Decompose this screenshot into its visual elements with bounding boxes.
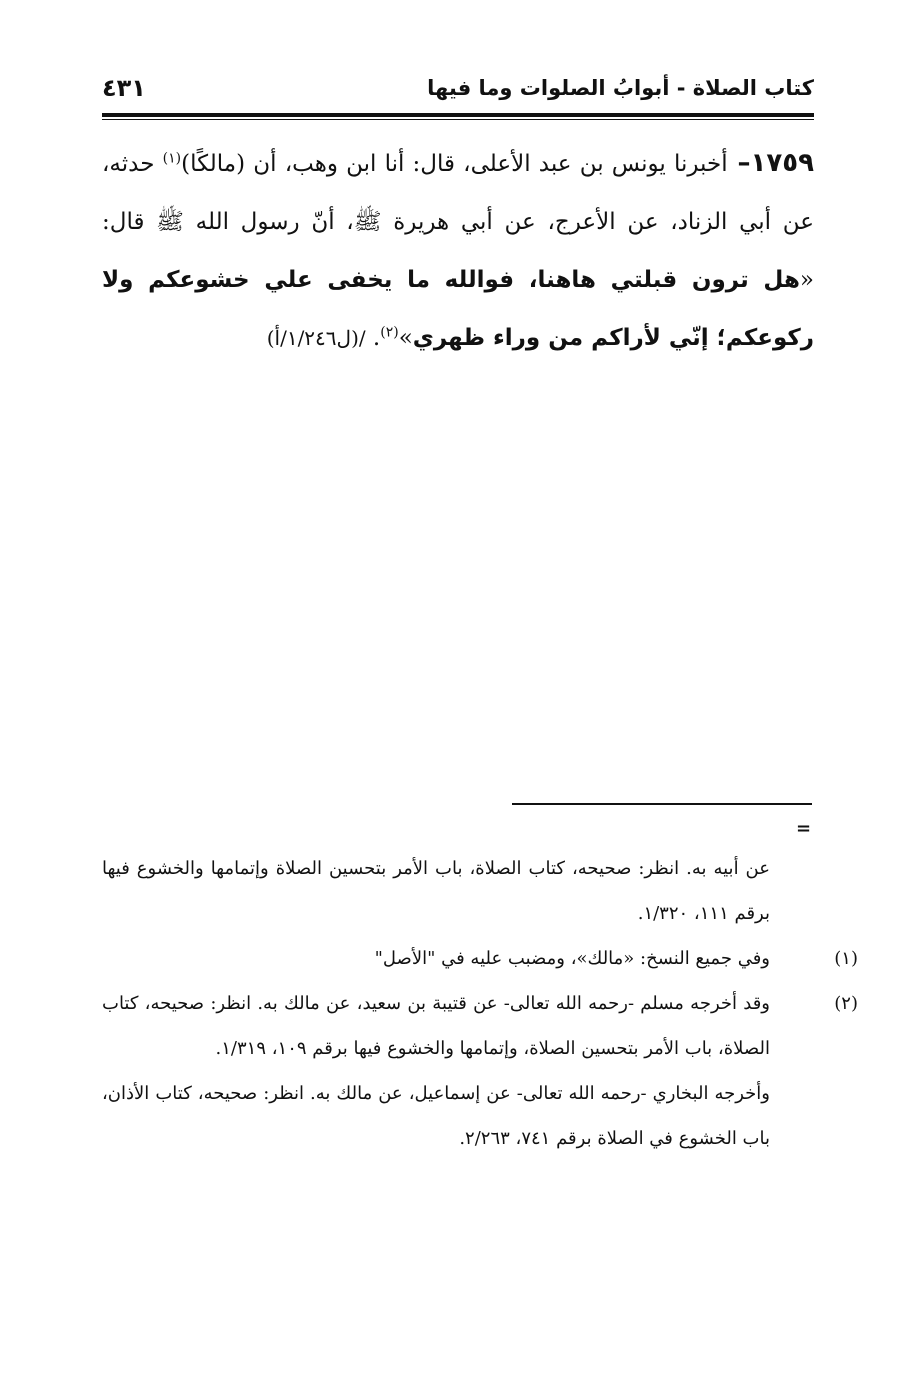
footnote-1 bbox=[102, 936, 858, 981]
header-rule bbox=[102, 113, 814, 117]
footnote-2-continuation: وأخرجه البخاري -رحمه الله تعالى- عن إسماعيل، عن مالك به. انظر: صحيحه، كتاب الأذان، باب الخشوع في الصلاة برقم ٧٤١، ٢/٢٦٣. bbox=[102, 1083, 770, 1149]
footnote-ref-1[interactable]: (١) bbox=[162, 150, 182, 167]
isnad-text-2: حدثه، عن أبي الزناد، عن الأعرج، عن أبي هريرة ﷺ، أنّ رسول الله ﷺ قال: « bbox=[102, 151, 814, 293]
header-rule-thin bbox=[102, 119, 814, 120]
footnote-2-number: (٢) bbox=[834, 993, 858, 1014]
hadith-number: ١٧٥٩ bbox=[750, 148, 814, 178]
footnote-2-text: وقد أخرجه مسلم -رحمه الله تعالى- عن قتيبة بن سعيد، عن مالك به. انظر: صحيحه، كتاب الصلاة، باب الأمر بتحسين الصلاة، وإتمامها والخشوع فيها برقم ١٠٩، ١/٣١٩. bbox=[102, 993, 770, 1059]
footnote-1-text: وفي جميع النسخ: «مالك»، ومضبب عليه في "الأصل" bbox=[374, 948, 770, 969]
hadith-dash: – bbox=[727, 148, 751, 178]
page-number: ٤٣١ bbox=[102, 74, 146, 102]
manuscript-folio: /(ل١/٢٤٦/أ) bbox=[266, 326, 366, 350]
quote-close: » bbox=[398, 325, 413, 351]
footnote-ref-2[interactable]: (٢) bbox=[380, 324, 399, 341]
hadith-text bbox=[102, 134, 814, 367]
period: . bbox=[365, 325, 381, 351]
footnote-1-number: (١) bbox=[834, 948, 858, 969]
footnotes bbox=[102, 846, 858, 1161]
footnote-2 bbox=[102, 981, 858, 1071]
isnad-text: أخبرنا يونس بن عبد الأعلى، قال: أنا ابن وهب، أن (مالكًا) bbox=[181, 151, 728, 177]
matn-text: هل ترون قبلتي هاهنا، فوالله ما يخفى علي خشوعكم ولا ركوعكم؛ إنّي لأراكم من وراء ظهري bbox=[102, 267, 814, 351]
footnote-continuation: عن أبيه به. انظر: صحيحه، كتاب الصلاة، باب الأمر بتحسين الصلاة وإتمامها والخشوع فيها برقم ١١١، ١/٣٢٠. bbox=[102, 858, 770, 924]
chapter-title: كتاب الصلاة - أبوابُ الصلوات وما فيها bbox=[427, 76, 814, 100]
running-header bbox=[102, 72, 814, 112]
footnote-separator bbox=[512, 803, 812, 805]
continuation-mark: = bbox=[796, 818, 812, 839]
